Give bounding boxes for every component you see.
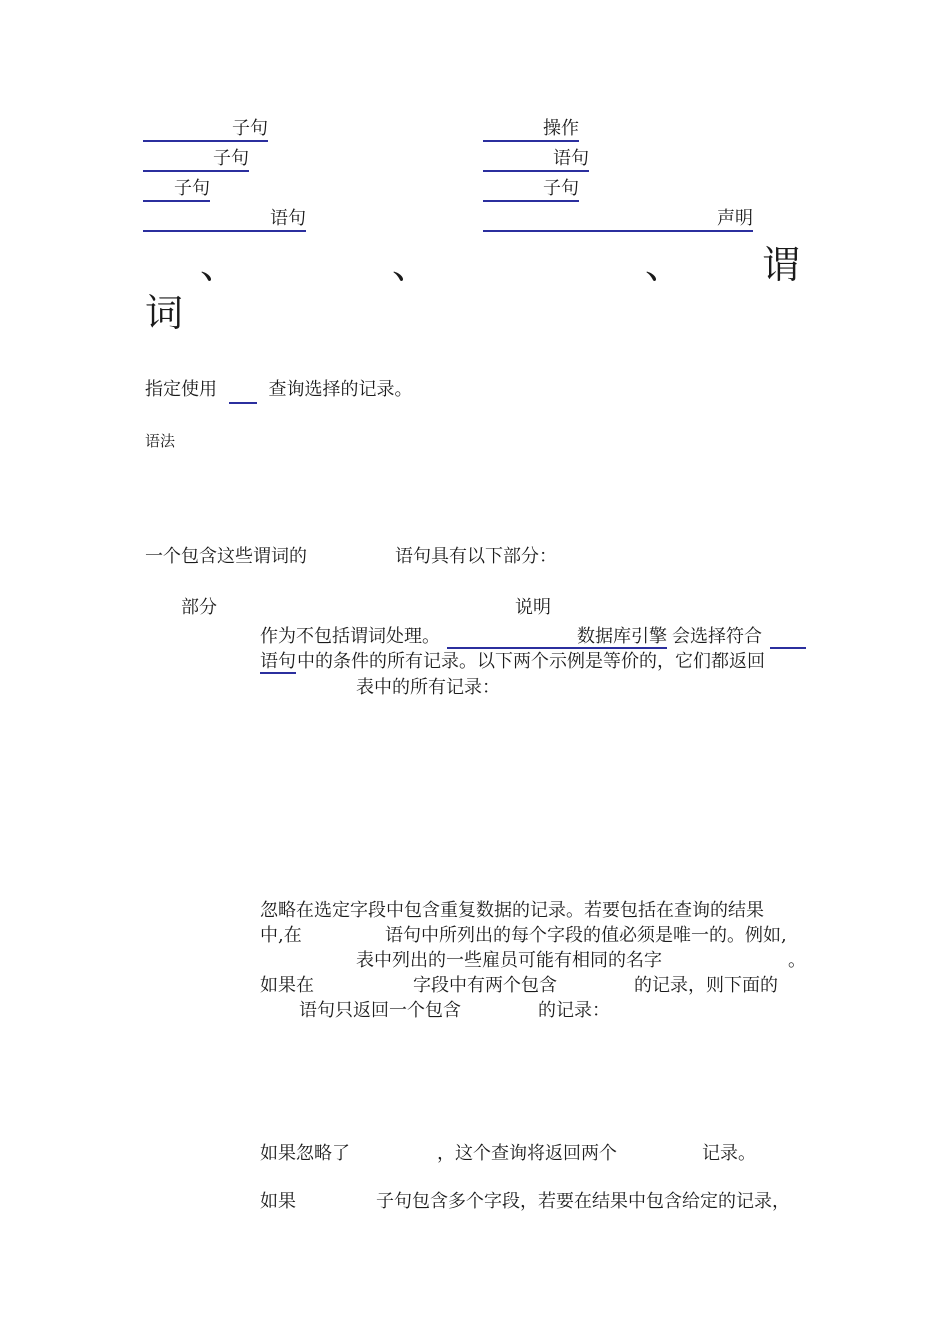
omit-desc-b: ，这个查询将返回两个	[437, 1143, 617, 1164]
all-desc-line-1a: 作为不包括谓词处理。	[260, 626, 440, 647]
link-label: 子句	[543, 178, 579, 199]
link-label: 子句	[174, 178, 210, 199]
predicate-sentence-after: 语句具有以下部分：	[395, 546, 557, 567]
distinct-desc-line-2a: 中,在	[260, 925, 302, 946]
distinct-desc-line-2b: 语句中所列出的每个字段的值必须是唯一的。例如,	[385, 925, 787, 946]
distinct-desc-line-1: 忽略在选定字段中包含重复数据的记录。若要包括在查询的结果	[260, 900, 764, 921]
intro-after: 查询选择的记录。	[268, 379, 413, 400]
distinct-desc-line-3b: 。	[788, 950, 806, 971]
link-statement-1[interactable]	[483, 148, 589, 172]
heading-word-2: 词	[145, 291, 184, 335]
multi-desc-a: 如果	[260, 1191, 296, 1212]
intro-line	[145, 378, 412, 404]
distinct-desc-line-4b: 字段中有两个包含	[413, 975, 557, 996]
link-label: 操作	[543, 118, 579, 139]
link-label: 声明	[717, 208, 753, 229]
predicate-sentence-before: 一个包含这些谓词的	[145, 546, 307, 567]
all-desc-line-2b: 中的条件的所有记录。以下两个示例是等价的，它们都返回	[297, 651, 765, 672]
all-desc-line-3: 表中的所有记录：	[356, 677, 500, 698]
omit-desc-a: 如果忽略了	[260, 1143, 350, 1164]
statement-link[interactable]: 语句	[260, 651, 296, 672]
all-desc-trailing-link[interactable]	[770, 625, 806, 649]
heading-separator-3: 、	[645, 243, 684, 287]
link-operation[interactable]	[483, 118, 579, 142]
link-clause-1[interactable]	[143, 118, 268, 142]
table-header-description: 说明	[515, 597, 551, 618]
all-desc-line-1c: 会选择符合	[672, 626, 762, 647]
omit-desc-c: 记录。	[702, 1143, 756, 1164]
database-engine-link[interactable]: 数据库引擎	[577, 626, 667, 647]
syntax-label: 语法	[145, 432, 176, 450]
link-declaration[interactable]	[483, 208, 753, 232]
distinct-desc-line-4c: 的记录，则下面的	[634, 975, 778, 996]
link-label: 子句	[213, 148, 249, 169]
distinct-desc-line-5b: 的记录：	[538, 1000, 610, 1021]
all-desc-blank-link[interactable]	[447, 625, 577, 649]
link-clause-2[interactable]	[143, 148, 249, 172]
distinct-desc-line-4a: 如果在	[260, 975, 314, 996]
distinct-desc-line-5a: 语句只返回一个包含	[299, 1000, 461, 1021]
intro-before: 指定使用	[145, 379, 217, 400]
link-label: 语句	[270, 208, 306, 229]
link-statement-2[interactable]	[143, 208, 306, 232]
heading-separator-1: 、	[200, 243, 239, 287]
intro-blank-link[interactable]	[229, 378, 257, 404]
heading-word-1: 谓	[762, 243, 801, 287]
link-clause-3[interactable]	[143, 178, 210, 202]
table-header-part: 部分	[181, 597, 217, 618]
link-clause-4[interactable]	[483, 178, 579, 202]
heading-separator-2: 、	[392, 243, 431, 287]
link-label: 语句	[553, 148, 589, 169]
distinct-desc-line-3a: 表中列出的一些雇员可能有相同的名字	[356, 950, 662, 971]
multi-desc-b: 子句包含多个字段，若要在结果中包含给定的记录，	[376, 1191, 790, 1212]
link-label: 子句	[232, 118, 268, 139]
